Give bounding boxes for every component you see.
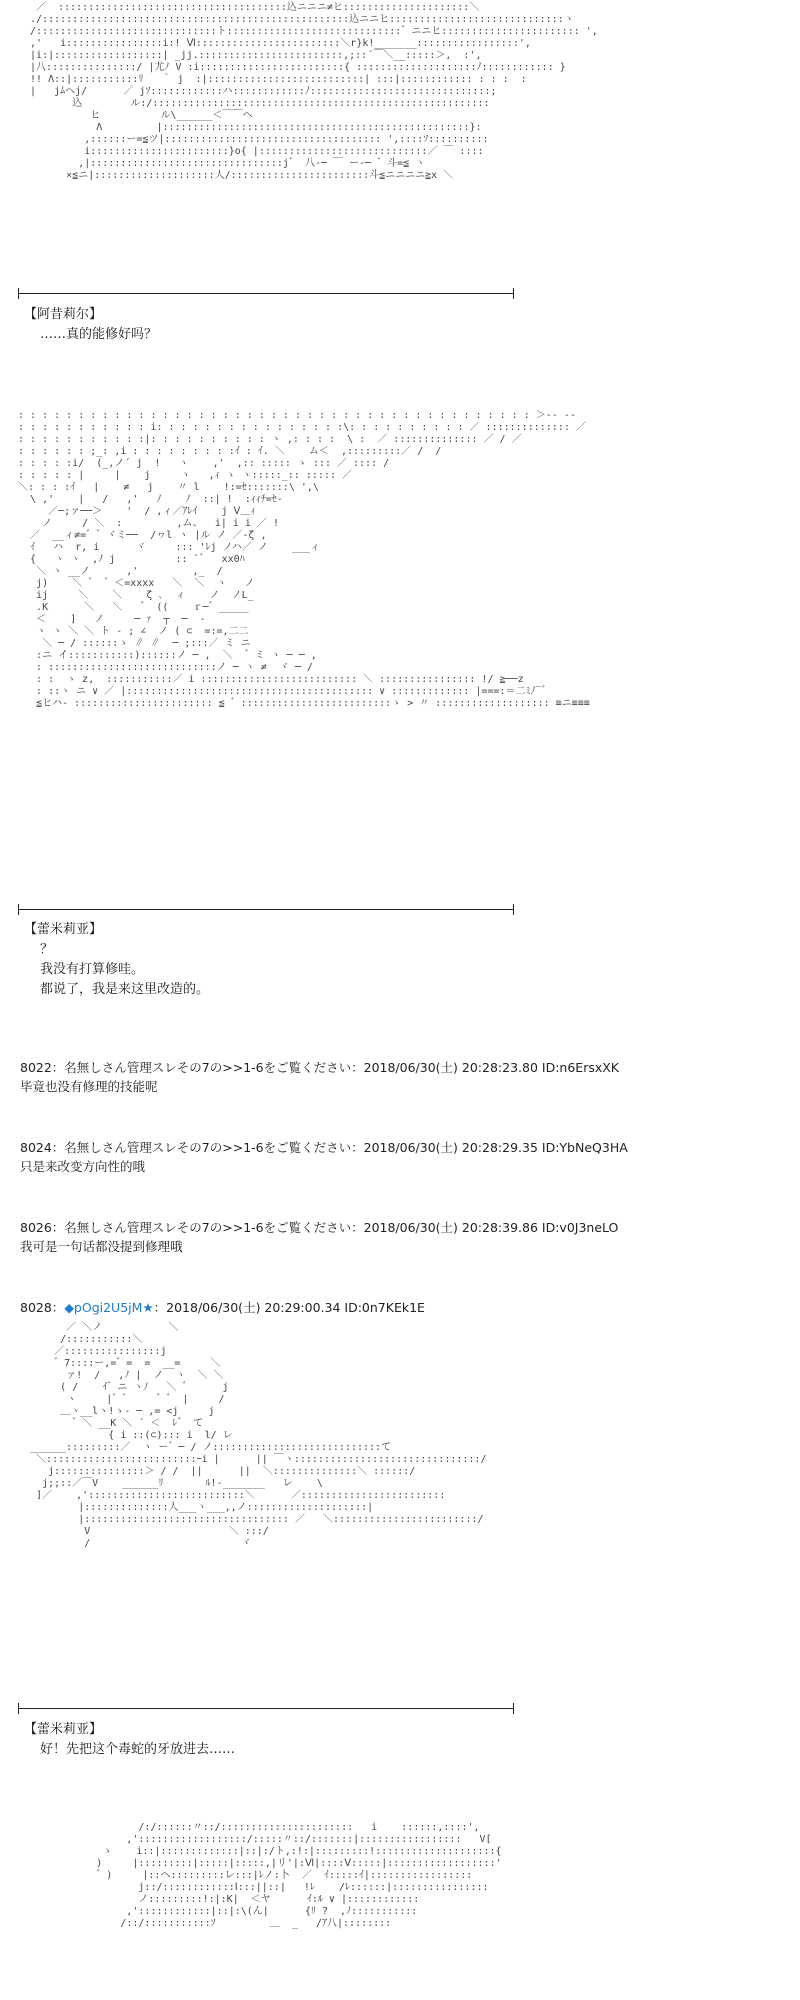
post-header: 8022：名無しさん管理スレその7の>>1-6をご覧ください：2018/06/30(土) 20:28:23.80 ID:n6ErsxXK — [20, 1060, 620, 1075]
author-post-header — [20, 1298, 425, 1317]
ascii-art-figure: ／ ::::::::::::::::::::::::::::::::::::::込ニニニ≠ヒ:::::::::::::::::::::＼ ./:::::::::::::::::::::::::::::::::::::::::::::::::::込ニニヒ:::::::::::::::::::::::::::::ヽ /::::::::::::::::::::::::::::::ト:::::::::::::::::::::::::::::゛ニニヒ::::::::::::::::::::::: ', ,' i::::::::::::::::i:! Ⅵ::::::::::::::::::::::::＼r}k!_______:::::::::::::::::', |i:|::::::::::::::::::| _jj.::::::::::::::::::::::::,;::´￣＼__:::::＞, :', |八:::::::::::::::/ |尤ﾉ V :i::::::::::::::::::::::::{ ::::::::::::::::::::ﾉ:::::::::::: } !! Λ::|:::::::::::ﾘ ｀ j :|::::::::::::::::::::::::::| :::|:::::::::::: : : : : | jﾑヘj/ ／ jｿ::::::::::::ハ::::::::::::ﾉ::::::::::::::::::::::::::::::; 込 ル:/:::::::::::::::::::::::::::::::::::::::::::::::::::::::: ヒ ル\______＜￣￣ヘ Λ |:::::::::::::::::::::::::::::::::::::::::::::::::::}: ,::::::ー=≦ツ|:::::::::::::::::::::::::::::::::::: ',::::ｿ:::::::::: i:::::::::::::::::::::::}o{ |::::::::::::::::::::::::::::／ ￣ :::: ,|::::::::::::::::::::::::::::::::j゛ 八-─ ￣ ー-─ ゛斗=≦ ヽ ×≦ニ|::::::::::::::::::::人/:::::::::::::::::::::::斗≦ニニニニ≧x ＼ — [30, 2, 598, 181]
post-header — [20, 1298, 425, 1317]
post-message: 我可是一句话都没提到修理哦 — [20, 1239, 183, 1254]
dialogue-block — [24, 920, 209, 1000]
ascii-art-scene: : : : : : : : : : : : : : : : : : : : : : : : : : : : : : : : : : : : : : : : : : : : ＞-- -- : : : : : : : : : : : i: : : : : : : : : : : : : : : :\: : : : : : : : : : ／ :::::::::::::: ／ : : : : : : : : : : :|: : : : : : : : : : ヽ ,: : : : \ : ／ :::::::::::::: ／ / ／ : : : : : : ;_: ,i : : : : : : : : :ｲ : ｲ. ＼ ム＜ ,:::::::::／ / / : : : : :i/ (_,ノ´ j ! ヽ ,' ,:: ::::: ゝ ::: ／ :::: / : : : : : | | j ヽ ,ｨ ゝ ヽ:::::_:: ::::: ／ ＼: : : :ｲ | ≠ j 〃 l !:=ｾ:::::::\ ',\ \ ,' | / ,' ﾉ ﾉ ::| ! :ｨｨﾁ=ｾ‐ ／─;ァ──＞ ' / ,ィ／ｱﾚｲ j Ⅴ＿ｨ ノ / ＼ : ,ム、 i| i i ／ ! ／ __ィ≠=゛゛ヾミ── /ヮl ヽ |ル ノ ／-ζ , ｲ ハ r, i ヾ ::: 'ﾚj ノハ／ ノ ___ィ { ヽ ヽ ,ﾉ j :: `゛ xx0ﾊ ＼ ヽ __ノ ,' ,_ / j) ＼ ゛ ゛＜=xxxx ＼ ＼ ヽ ノ ij ＼ ＼ ζ ､ ィ ノ ノL_ .K ＼ ＼ ゛ (( ｒ─゛_____ ＜ ] ノ ─ ｧ ┬ ─ ‐ ヽ ヽ ＼ ＼ ト ‐ ; ∠ ノ ( ⊂ =:=,二二 ＼ ─ / ::::::ゝ ∥ ∥ ─ ;:::／ ミ ニ :ニ イ:::::::::::)::::::ノ ─ , ＼ ゛ミ ヽ ─ ─ , : ::::::::::::::::::::::::::::ノ ─ ヽ ≠ ヾ ─ / : : ゝ z, :::::::::::／ i :::::::::::::::::::::::::: ＼ :::::::::::::::: !/ ≧──z : ::ヽ ニ ∨ ／ |::::::::::::::::::::::::::::::::::::::::: ∨ ::::::::::::: |===:＝二ﾐﾉ‾゛ ≦ヒハ- ::::::::::::::::::::::: ≦ ゛:::::::::::::::::::::::::ゝ > 〃 ::::::::::::::::::: ≡ニ≡≡≡ — [18, 410, 590, 709]
post-number: 8028： — [20, 1300, 65, 1315]
speaker-name: 【蕾米莉亚】 — [24, 1722, 103, 1737]
dialogue-block — [24, 305, 157, 345]
post-header: 8024：名無しさん管理スレその7の>>1-6をご覧ください：2018/06/30(土) 20:28:29.35 ID:YbNeQ3HA — [20, 1140, 628, 1155]
dialogue-block — [24, 1720, 235, 1760]
dialogue-line: 都说了，我是来这里改造的。 — [40, 982, 210, 997]
dialogue-line: 我没有打算修哇。 — [40, 962, 145, 977]
post-message: 只是来改变方向性的哦 — [20, 1159, 146, 1174]
thread-post — [20, 1218, 618, 1256]
speaker-name: 【阿昔莉尔】 — [24, 307, 103, 322]
dialogue-line: ……真的能修好吗？ — [40, 327, 158, 342]
thread-post — [20, 1058, 619, 1096]
dialogue-line: 好！先把这个毒蛇的牙放进去…… — [40, 1742, 236, 1757]
thread-post — [20, 1138, 628, 1176]
author-trip: ◆pOgi2U5jM — [64, 1300, 143, 1315]
star-icon: ★ — [142, 1300, 154, 1315]
scene-divider — [18, 909, 514, 910]
ascii-art-figure: ／ ＼ノ ＼ /:::::::::::＼ ／::::::::::::::::j ゛7::::ー,=゛= = __= ＼ ァ! / ,ﾉ | ノ ヽ ＼ ＼ ( / ｲ゛ニ ヽﾉ ＼ ゛ j ヽ |゛゛ ゛゛ | / ＿ヽ__lヽ!ゝ- ─ ,= <j j ゛＼ __K ＼ ´ ＜ ﾚ゛ て { i ::(⊂)::: i l/ レ ______:::::::::／ ヽ ー゛─ / ノ::::::::::::::::::::::::::::て ＼:::::::::::::::::::::::::ｰi | || ￣ヽ:::::::::::::::::::::::::::::::/ j:::::::::::::::＞ / / || || ＼::::::::::::::＼ ::::::/ j;;::／￣V ______ﾘ ﾙ!-_______ レ \ ]／ ,'::::::::::::::::::::::::::＼ ／:::::::::::::::::::::::: |::::::::::::::人___ヽ___,,ノ::::::::::::::::::::| |:::::::::::::::::::::::::::::::::: ／ ＼::::::::::::::::::::::::/ V ＼ :::/ / ヾ — [30, 1322, 487, 1549]
post-header: 8026：名無しさん管理スレその7の>>1-6をご覧ください：2018/06/30(土) 20:28:39.86 ID:v0J3neLO — [20, 1220, 619, 1235]
speaker-name: 【蕾米莉亚】 — [24, 922, 103, 937]
post-meta: ：2018/06/30(土) 20:29:00.34 ID:0n7KEk1E — [153, 1300, 425, 1315]
dialogue-line: ？ — [40, 942, 54, 957]
scene-divider — [18, 293, 514, 294]
scene-divider — [18, 1708, 514, 1709]
ascii-art-figure: /:/::::::〃::/:::::::::::::::::::::: i ::::::,::::', ,'::::::::::::::::::/:::::〃::/:::::::|::::::::::::::::: V[ ゝ i::|:::::::::::::|::|:/ト,:!:|:::::::::!::::::::::::::::::::{ ) |:::::::::|:::::|:::::,|リ'|:Ⅵ|::::Ⅴ:::::|::::::::::::::::::' ゛) |::ヘ:::::::::レ:::|ﾚノ:卜 ／ ｲ:::::ｲ|::::::::::::::::: j::/::::::::::::Ⅰ:::||::| !ﾚ /ﾚ::::::|:::::::::::::::: ノ:::::::::!:|:K| ＜ヤ ｲ:ﾙ ∨ |:::::::::::: ,'::::::::::::|::|:\(ん| {ﾘ ? ,ﾉ::::::::::: /::/:::::::::::ｿ ＿ _ /ｱ八|:::::::: — [96, 1822, 502, 1929]
post-message: 毕竟也没有修理的技能呢 — [20, 1079, 158, 1094]
